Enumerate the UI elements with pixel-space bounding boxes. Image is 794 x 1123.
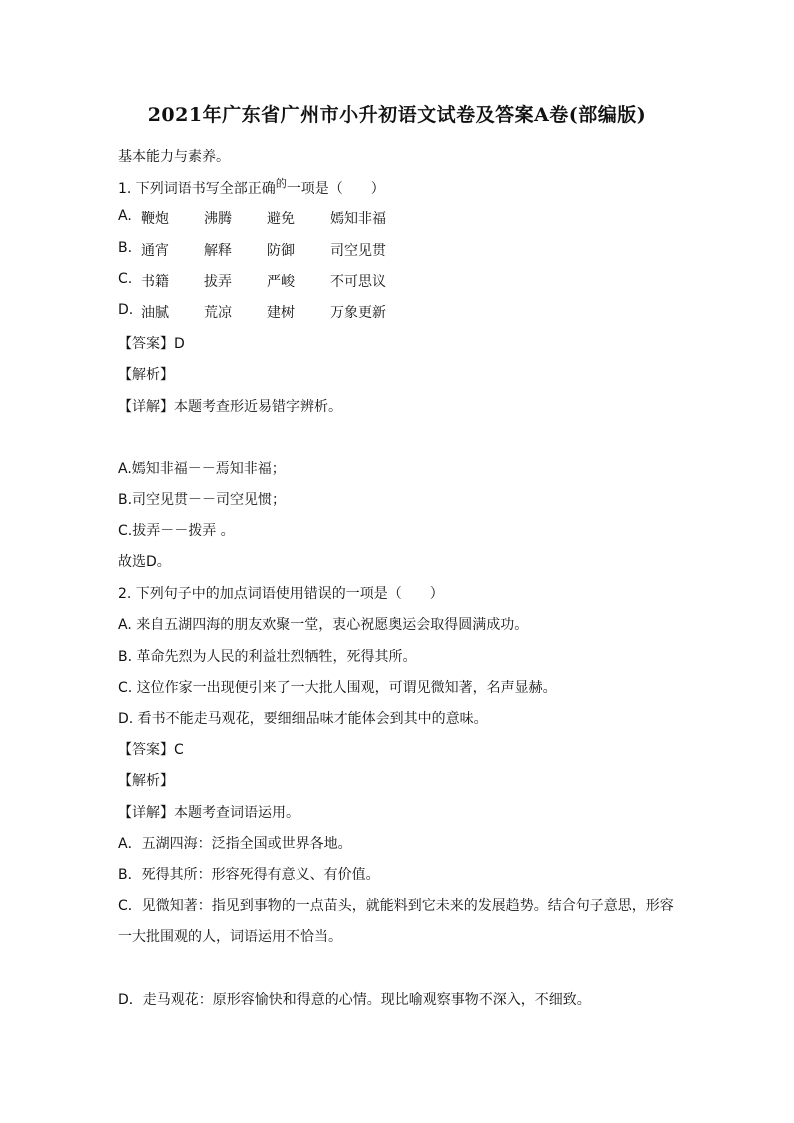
option-word: 建树 [267, 305, 295, 321]
option-word: 沸腾 [204, 211, 232, 227]
option-word: 油腻 [141, 305, 169, 321]
question-2-explanation: C．见微知著：指见到事物的一点苗头，就能料到它未来的发展趋势。结合句子意思，形容 [118, 898, 674, 914]
option-word: 通宵 [141, 243, 169, 259]
document-title: 2021年广东省广州市小升初语文试卷及答案A卷(部编版) [147, 104, 647, 126]
option-word: 严峻 [267, 274, 295, 290]
option-word: 荒凉 [204, 305, 232, 321]
question-2-explanation: D．走马观花：原形容愉快和得意的心情。现比喻观察事物不深入，不细致。 [118, 992, 591, 1008]
question-1-stem-part-b: 一项是（ ） [286, 181, 385, 197]
option-word: 拔弄 [204, 274, 232, 290]
option-word: 防御 [267, 243, 295, 259]
question-1-detail: 【详解】本题考查形近易错字辨析。 [118, 399, 342, 415]
option-word: 鞭炮 [141, 211, 169, 227]
question-2-option-b: B. 革命先烈为人民的利益壮烈牺牲，死得其所。 [118, 649, 417, 665]
question-2-option-a: A. 来自五湖四海的朋友欢聚一堂，衷心祝愿奥运会取得圆满成功。 [118, 617, 529, 633]
question-2-option-d: D. 看书不能走马观花，要细细品味才能体会到其中的意味。 [118, 711, 488, 727]
question-1-analysis-heading: 【解析】 [118, 367, 174, 383]
question-1-stem-superscript: 的 [275, 177, 287, 190]
option-word: 书籍 [141, 274, 169, 290]
question-1-conclusion: 故选D。 [118, 554, 171, 570]
question-2-detail: 【详解】本题考查词语运用。 [118, 805, 300, 821]
option-word: 避免 [267, 211, 295, 227]
question-1-stem-part-a: 1. 下列词语书写全部正确 [118, 181, 276, 197]
question-2-analysis-heading: 【解析】 [118, 773, 174, 789]
question-2-explanation: 一大批围观的人，词语运用不恰当。 [118, 929, 342, 945]
option-word: 解释 [204, 243, 232, 259]
section-heading: 基本能力与素养。 [118, 149, 230, 165]
question-2-stem: 2. 下列句子中的加点词语使用错误的一项是（ ） [118, 586, 444, 602]
question-2-explanation: B．死得其所：形容死得有意义、有价值。 [118, 867, 380, 883]
question-1-answer: 【答案】D [118, 336, 185, 352]
question-1-note: C.拔弄－－拨弄 。 [118, 523, 235, 539]
option-label: B. [118, 240, 133, 256]
question-1-note: B.司空见贯－－司空见惯； [118, 492, 287, 508]
question-1-stem [118, 178, 385, 198]
option-label: C. [118, 271, 133, 287]
option-label: A. [118, 208, 132, 224]
question-2-explanation: A．五湖四海：泛指全国或世界各地。 [118, 836, 352, 852]
option-word: 万象更新 [330, 305, 386, 321]
option-word: 不可思议 [330, 274, 386, 290]
question-2-option-c: C. 这位作家一出现便引来了一大批人围观，可谓见微知著，名声显赫。 [118, 680, 557, 696]
option-word: 司空见贯 [330, 243, 386, 259]
question-2-answer: 【答案】C [118, 742, 184, 758]
question-1-note: A.嫣知非福－－焉知非福； [118, 461, 286, 477]
option-label: D. [118, 302, 134, 318]
option-word: 嫣知非福 [330, 211, 386, 227]
